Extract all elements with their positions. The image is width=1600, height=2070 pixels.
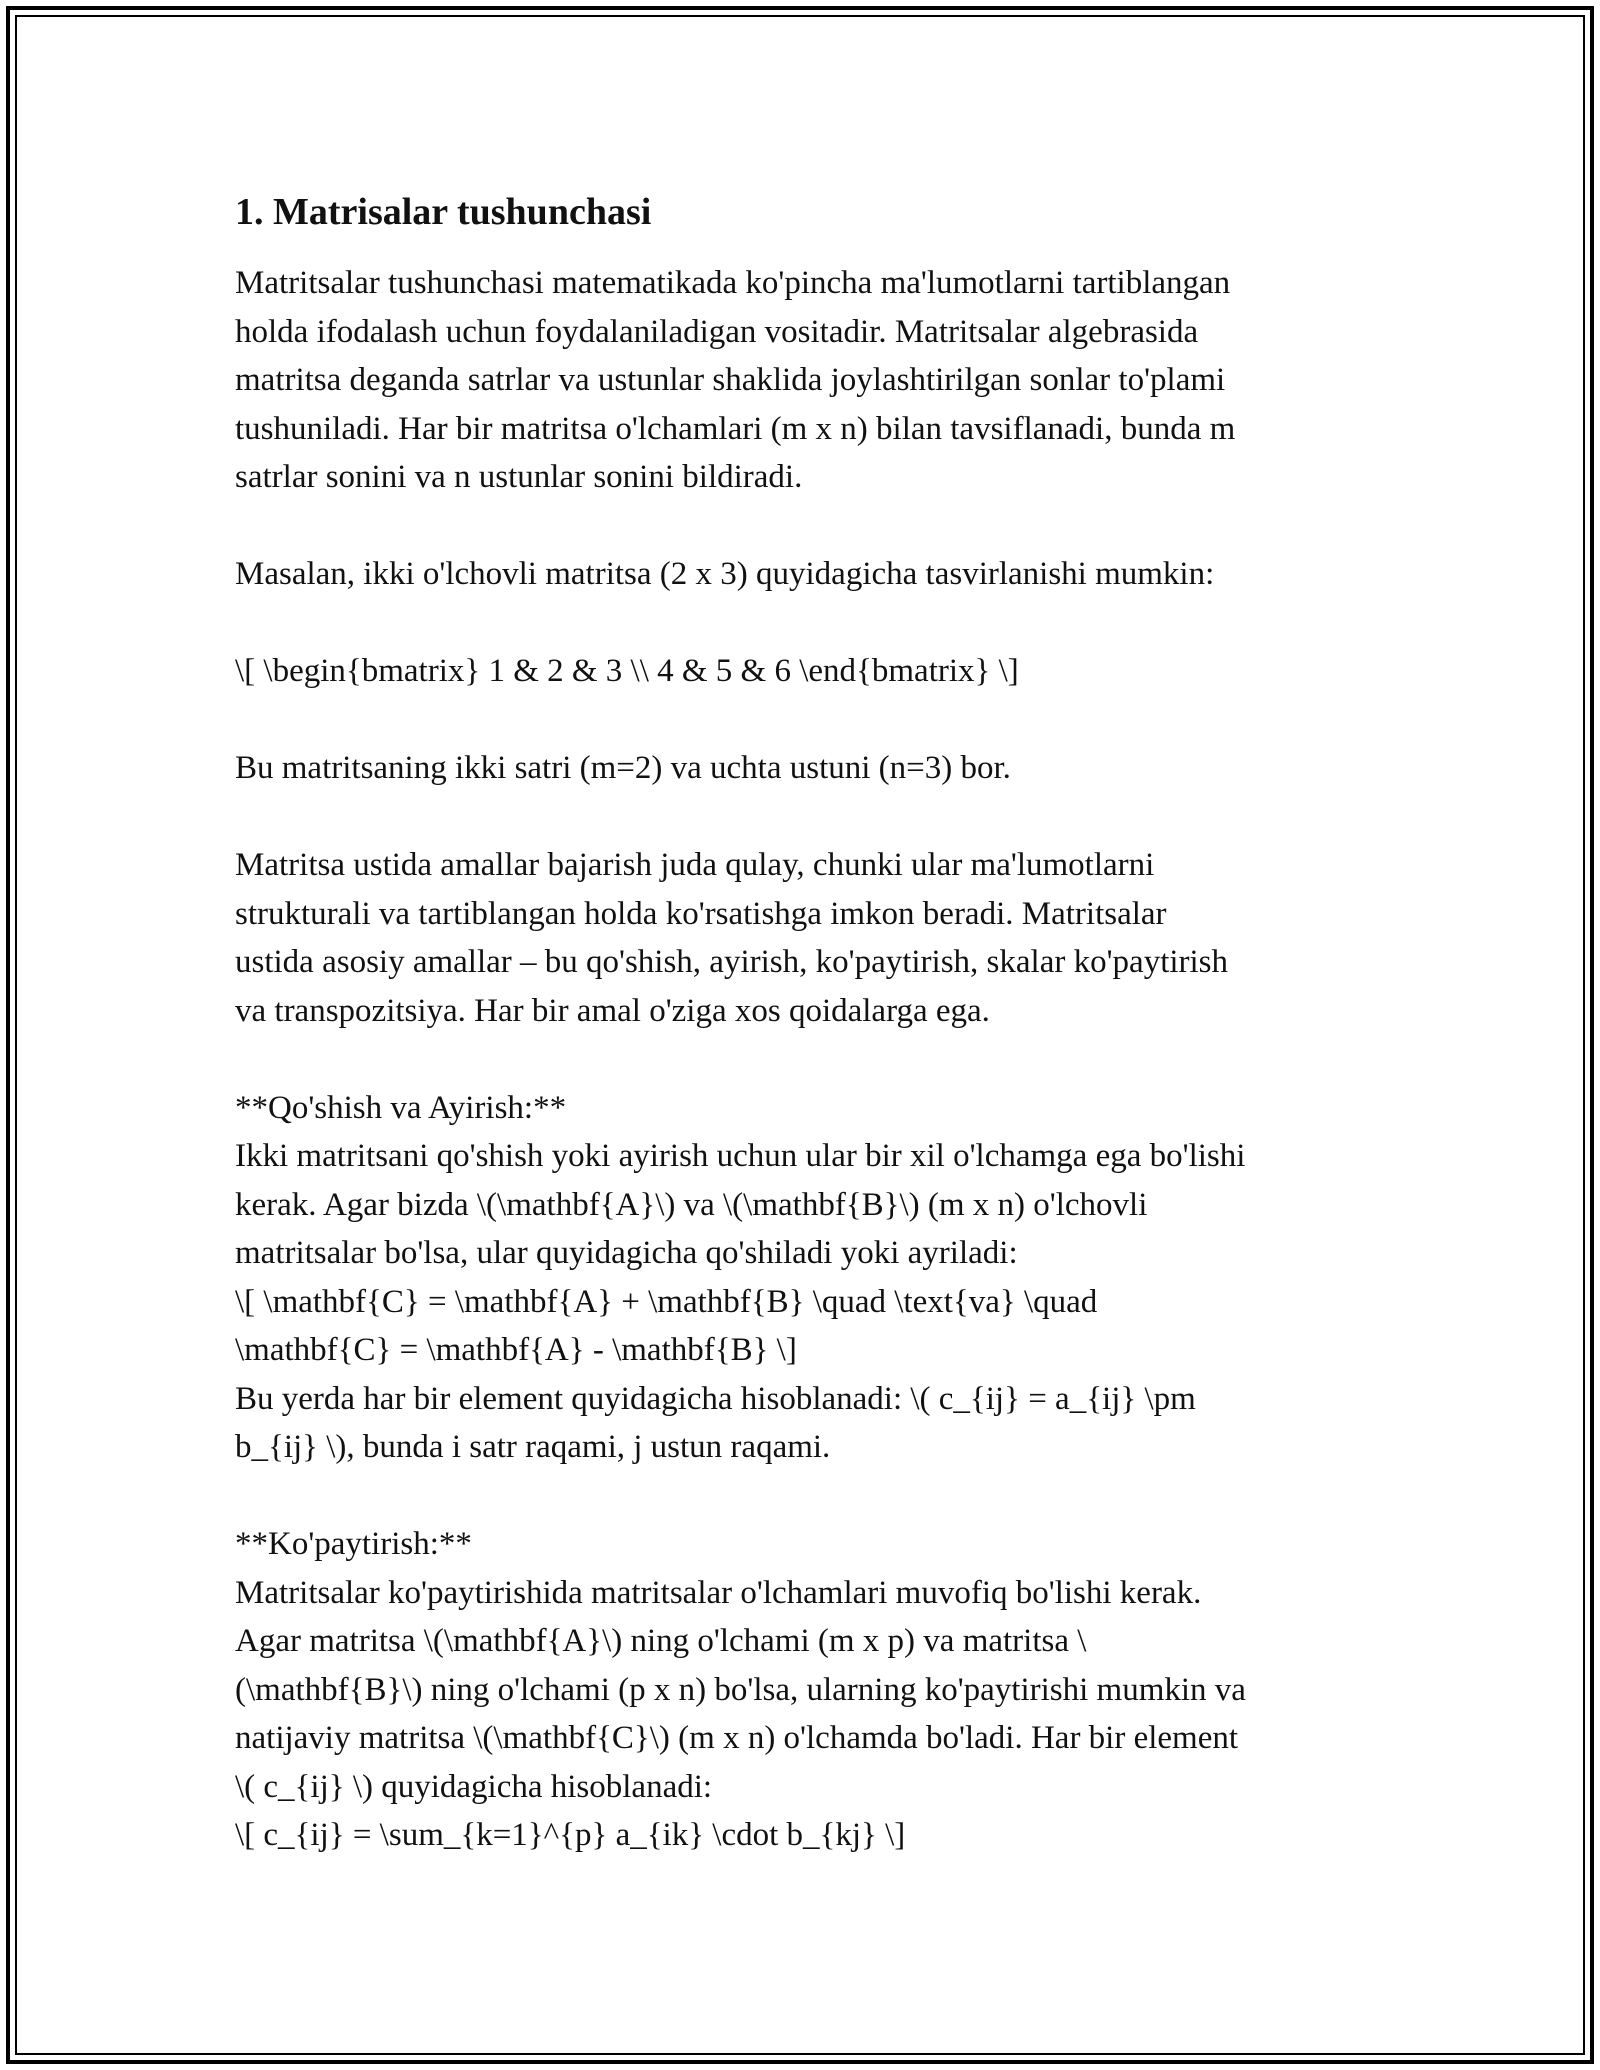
text-line: Matritsalar tushunchasi matematikada ko'pincha ma'lumotlarni tartiblangan: [235, 265, 1231, 301]
text-line: Bu yerda har bir element quyidagicha hisoblanadi: \( c_{ij} = a_{ij} \pm: [235, 1380, 1196, 1417]
subsection-title: **Qo'shish va Ayirish:**: [235, 1089, 567, 1126]
formula-line: \mathbf{C} = \mathbf{A} - \mathbf{B} \]: [235, 1332, 797, 1368]
text-line: kerak. Agar bizda \(\mathbf{A}\) va \(\mathbf{B}\) (m x n) o'lchovli: [235, 1186, 1148, 1223]
text-line: b_{ij} \), bunda i satr raqami, j ustun raqami.: [235, 1429, 831, 1465]
text-line: holda ifodalash uchun foydalaniladigan vositadir. Matritsalar algebrasida: [235, 313, 1199, 350]
formula-line: \[ \mathbf{C} = \mathbf{A} + \mathbf{B} \quad \text{va} \quad: [235, 1283, 1098, 1320]
text-line: Agar matritsa \(\mathbf{A}\) ning o'lchami (m x p) va matritsa \: [235, 1623, 1087, 1659]
text-line: matritsa deganda satrlar va ustunlar shaklida joylashtirilgan sonlar to'plami: [235, 362, 1226, 398]
text-line: natijaviy matritsa \(\mathbf{C}\) (m x n) o'lchamda bo'ladi. Har bir element: [235, 1720, 1239, 1756]
formula-line: \[ c_{ij} = \sum_{k=1}^{p} a_{ik} \cdot b_{kj} \]: [235, 1817, 906, 1853]
formula-line: \[ \begin{bmatrix} 1 & 2 & 3 \\ 4 & 5 & 6 \end{bmatrix} \]: [235, 653, 1019, 689]
example-intro-paragraph: [235, 550, 1365, 599]
section-heading: 1. Matrisalar tushunchasi: [235, 191, 652, 233]
operations-paragraph: [235, 841, 1365, 1035]
text-line: satrlar sonini va n ustunlar sonini bildiradi.: [235, 459, 803, 495]
text-line: va transpozitsiya. Har bir amal o'ziga xos qoidalarga ega.: [235, 992, 990, 1029]
text-line: Bu matritsaning ikki satri (m=2) va uchta ustuni (n=3) bor.: [235, 750, 1011, 786]
text-line: strukturali va tartiblangan holda ko'rsatishga imkon beradi. Matritsalar: [235, 895, 1167, 932]
text-line: \( c_{ij} \) quyidagicha hisoblanadi:: [235, 1768, 713, 1805]
text-line: Matritsalar ko'paytirishida matritsalar o'lchamlari muvofiq bo'lishi kerak.: [235, 1574, 1202, 1611]
multiplication-section: [235, 1520, 1365, 1860]
document-body: [235, 186, 1365, 1908]
text-line: Matritsa ustida amallar bajarish juda qulay, chunki ular ma'lumotlarni: [235, 847, 1155, 883]
text-line: (\mathbf{B}\) ning o'lchami (p x n) bo'lsa, ularning ko'paytirishi mumkin va: [235, 1671, 1246, 1708]
example-matrix-formula: [235, 647, 1365, 696]
addition-section: [235, 1084, 1365, 1472]
text-line: ustida asosiy amallar – bu qo'shish, ayirish, ko'paytirish, skalar ko'paytirish: [235, 944, 1229, 980]
example-note-paragraph: [235, 744, 1365, 793]
text-line: matritsalar bo'lsa, ular quyidagicha qo'shiladi yoki ayriladi:: [235, 1235, 1018, 1271]
intro-paragraph: [235, 259, 1365, 502]
text-line: Ikki matritsani qo'shish yoki ayirish uchun ular bir xil o'lchamga ega bo'lishi: [235, 1138, 1246, 1174]
subsection-title: **Ko'paytirish:**: [235, 1526, 472, 1562]
text-line: Masalan, ikki o'lchovli matritsa (2 x 3) quyidagicha tasvirlanishi mumkin:: [235, 556, 1215, 592]
text-line: tushuniladi. Har bir matritsa o'lchamlari (m x n) bilan tavsiflanadi, bunda m: [235, 410, 1236, 447]
